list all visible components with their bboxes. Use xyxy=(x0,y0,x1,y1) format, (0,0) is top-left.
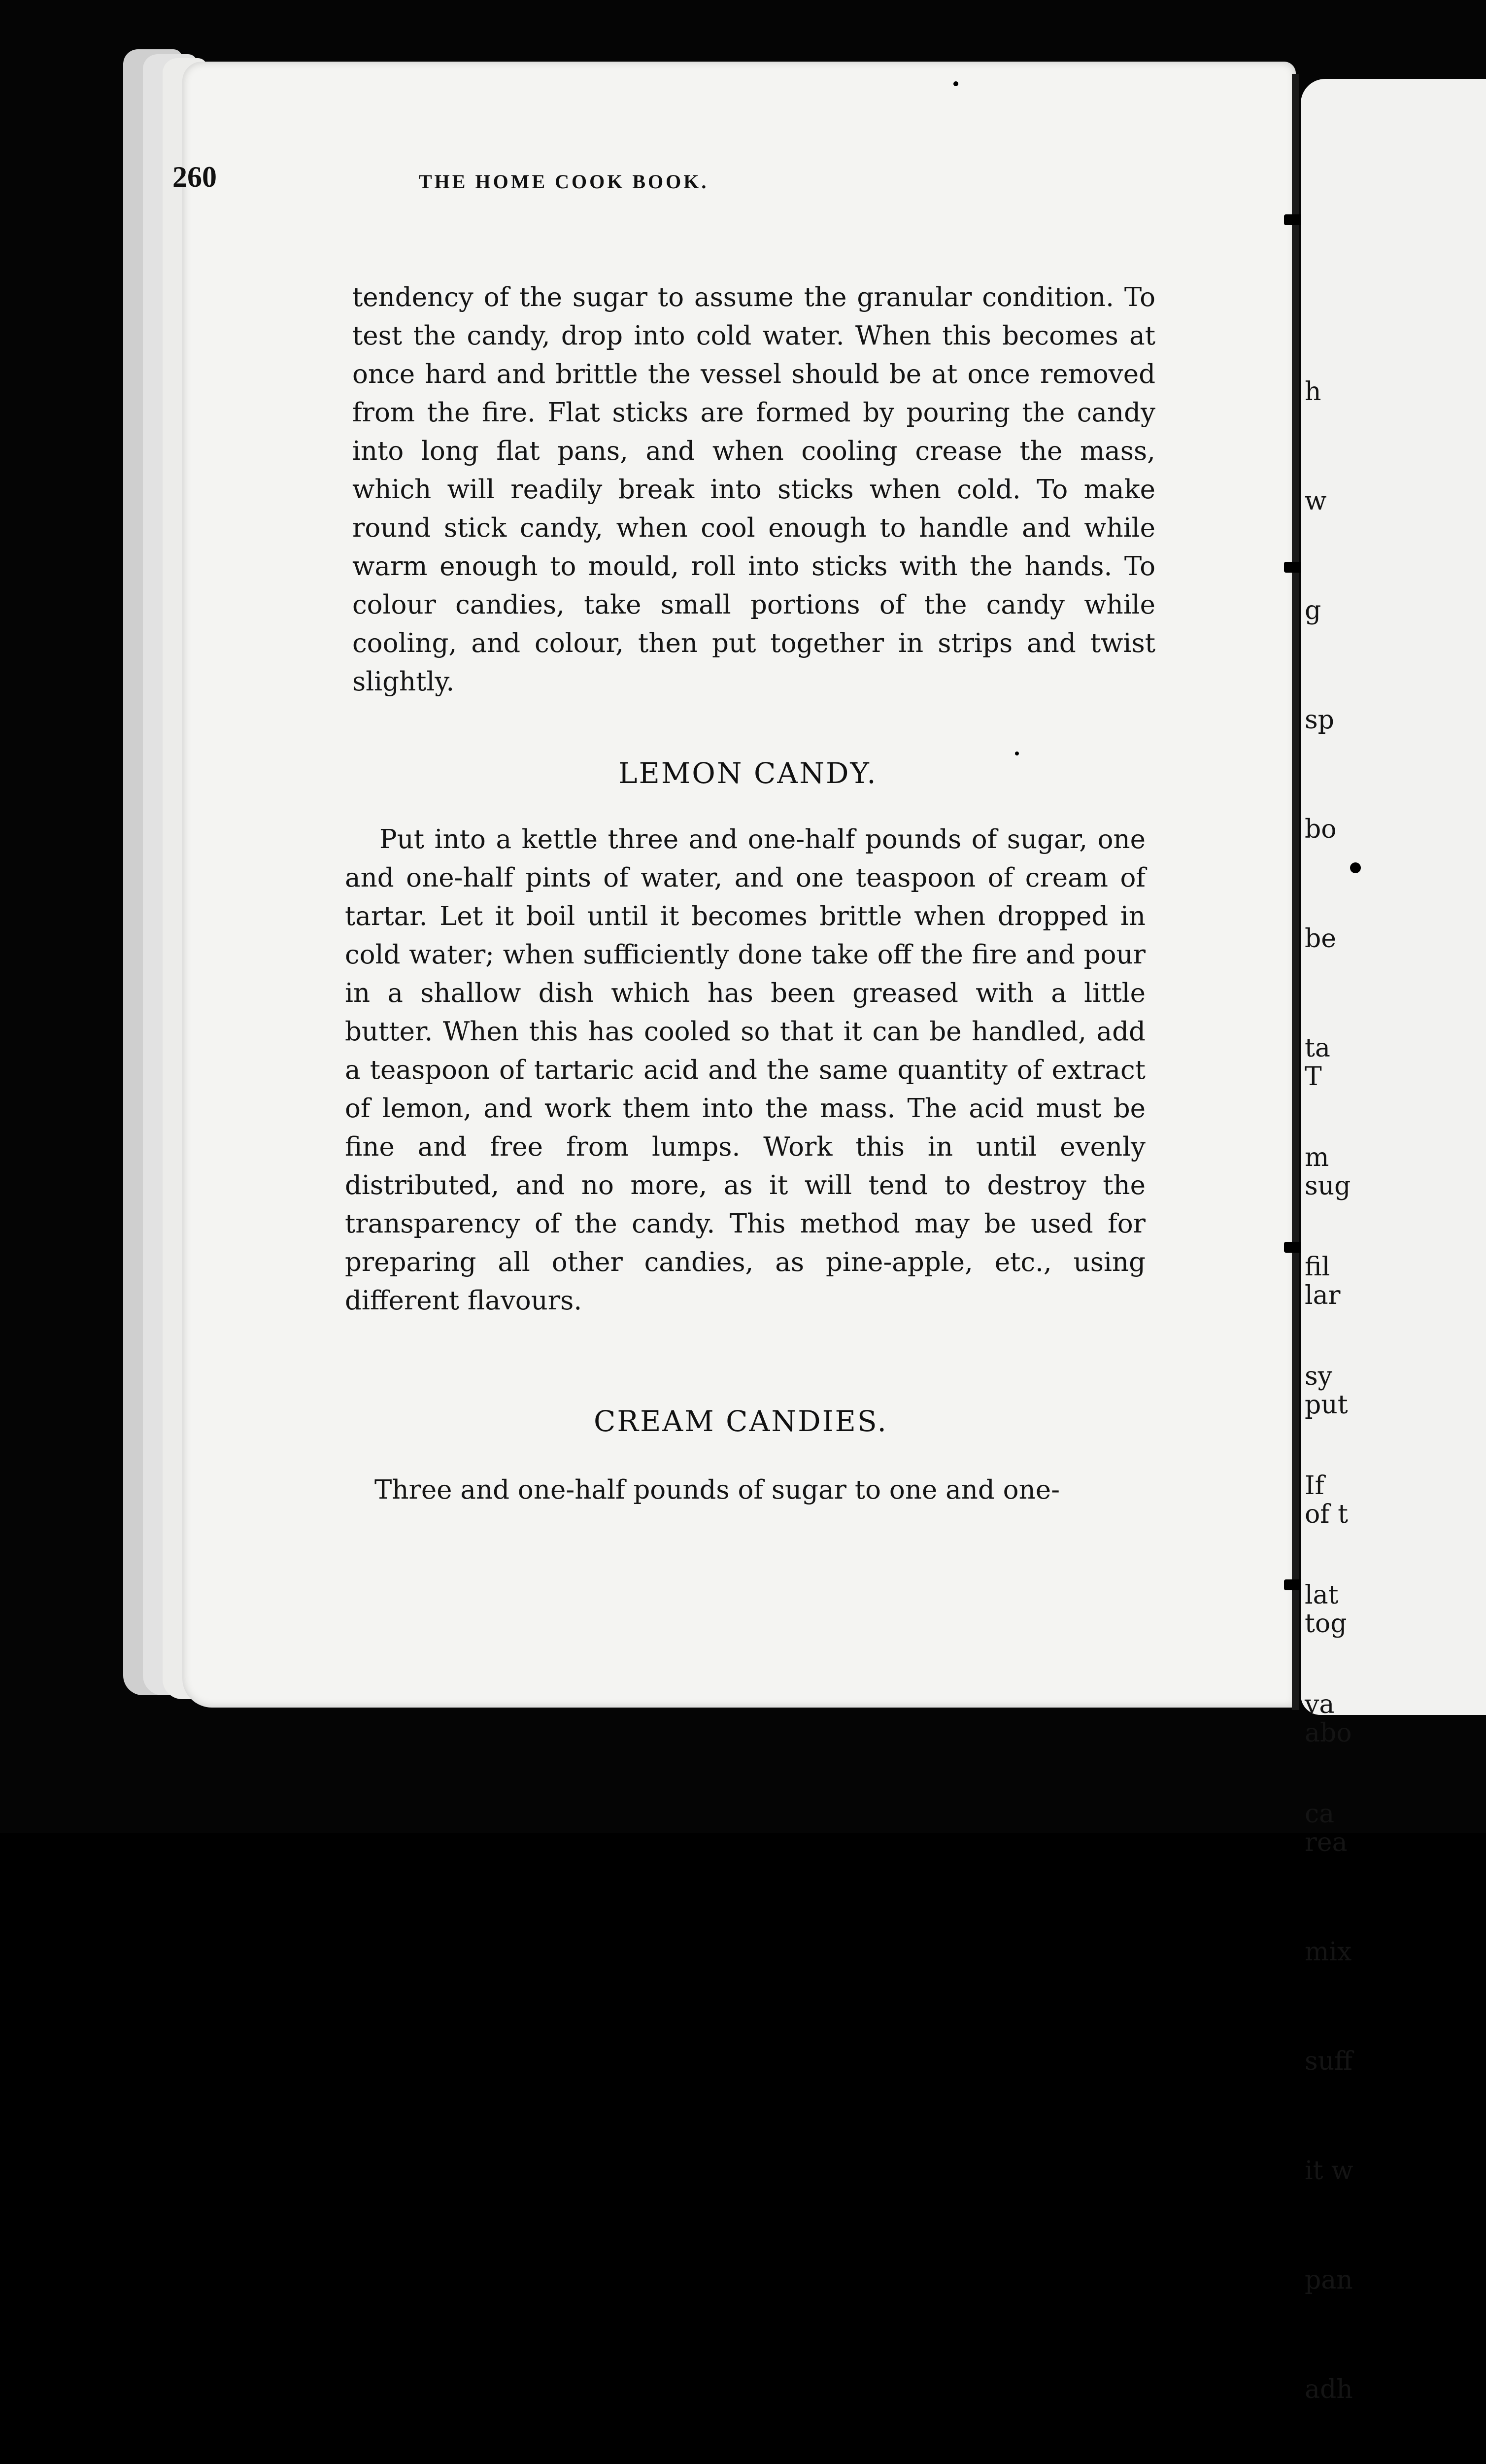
intro-paragraph-block xyxy=(352,278,1155,701)
ink-spot xyxy=(953,81,958,86)
page-number: 260 xyxy=(172,161,217,193)
fragment-line: pan xyxy=(1305,2265,1353,2295)
book-gutter xyxy=(1292,74,1299,1710)
cream-candies-block xyxy=(340,1471,1148,1509)
cream-candies-heading: CREAM CANDIES. xyxy=(594,1404,888,1438)
fragment-line: abo xyxy=(1305,1718,1352,1748)
fragment-line: ta xyxy=(1305,1033,1330,1063)
fragment-line: m xyxy=(1305,1143,1329,1172)
fragment-line: va xyxy=(1305,1690,1335,1719)
lemon-candy-paragraph: Put into a kettle three and one-half pounds of sugar, one and one-half pints of water, and one teaspoon of cream of tartar. Let it boil until it becomes brittle when dropped in cold water; when sufficiently done take off the fire and pour in a shallow dish which has been greased with a little butter. When this has cooled so that it can be handled, add a teaspoon of tartaric acid and the same quantity of extract of lemon, and work them into the mass. The acid must be fine and free from lumps. Work this in until evenly distributed, and no more, as it will tend to destroy the transparency of the candy. This method may be used for preparing all other candies, as pine-apple, etc., using different flavours. xyxy=(345,824,1146,1316)
fragment-line: g xyxy=(1305,596,1321,625)
lemon-candy-block xyxy=(345,821,1146,1320)
fragment-line: mix xyxy=(1305,1937,1352,1967)
fragment-line: lat xyxy=(1305,1580,1339,1610)
fragment-line: put xyxy=(1305,1390,1348,1420)
fragment-line: of t xyxy=(1305,1500,1348,1529)
ink-spot xyxy=(1350,862,1361,873)
fragment-line: If xyxy=(1305,1471,1324,1501)
fragment-line: T xyxy=(1305,1062,1322,1092)
running-head xyxy=(172,160,931,205)
fragment-line: lar xyxy=(1305,1281,1341,1310)
fragment-line: tog xyxy=(1305,1609,1347,1639)
book-title: THE HOME COOK BOOK. xyxy=(419,171,709,193)
lemon-candy-heading: LEMON CANDY. xyxy=(618,756,878,790)
intro-paragraph: tendency of the sugar to assume the granular condition. To test the candy, drop into cold water. When this becomes at once hard and brittle the vessel should be at once removed from the fire. Flat sticks are formed by pouring the candy into long flat pans, and when cooling crease the mass, which will readily break into sticks when cold. To make round stick candy, when cool enough to handle and while warm enough to mould, roll into sticks with the hands. To colour candies, take small portions of the candy while cooling, and colour, then put together in strips and twist slightly. xyxy=(352,282,1155,697)
fragment-line: adh xyxy=(1305,2375,1353,2404)
fragment-line: sug xyxy=(1305,1171,1351,1201)
cream-candies-paragraph: Three and one-half pounds of sugar to one and one- xyxy=(374,1475,1060,1505)
fragment-line: bo xyxy=(1305,815,1337,844)
right-page-fragments-lower xyxy=(1305,986,1353,2464)
fragment-line: w xyxy=(1305,486,1327,516)
fragment-line: be xyxy=(1305,924,1337,954)
fragment-line: fil xyxy=(1305,1252,1330,1282)
fragment-line: rea xyxy=(1305,1828,1348,1857)
fragment-line: suff xyxy=(1305,2047,1353,2076)
ink-spot xyxy=(1015,752,1019,755)
fragment-line: sp xyxy=(1305,705,1334,735)
fragment-line: it w xyxy=(1305,2156,1353,2186)
fragment-line: h xyxy=(1305,377,1321,407)
fragment-line: sy xyxy=(1305,1362,1333,1391)
fragment-line: ca xyxy=(1305,1799,1335,1829)
